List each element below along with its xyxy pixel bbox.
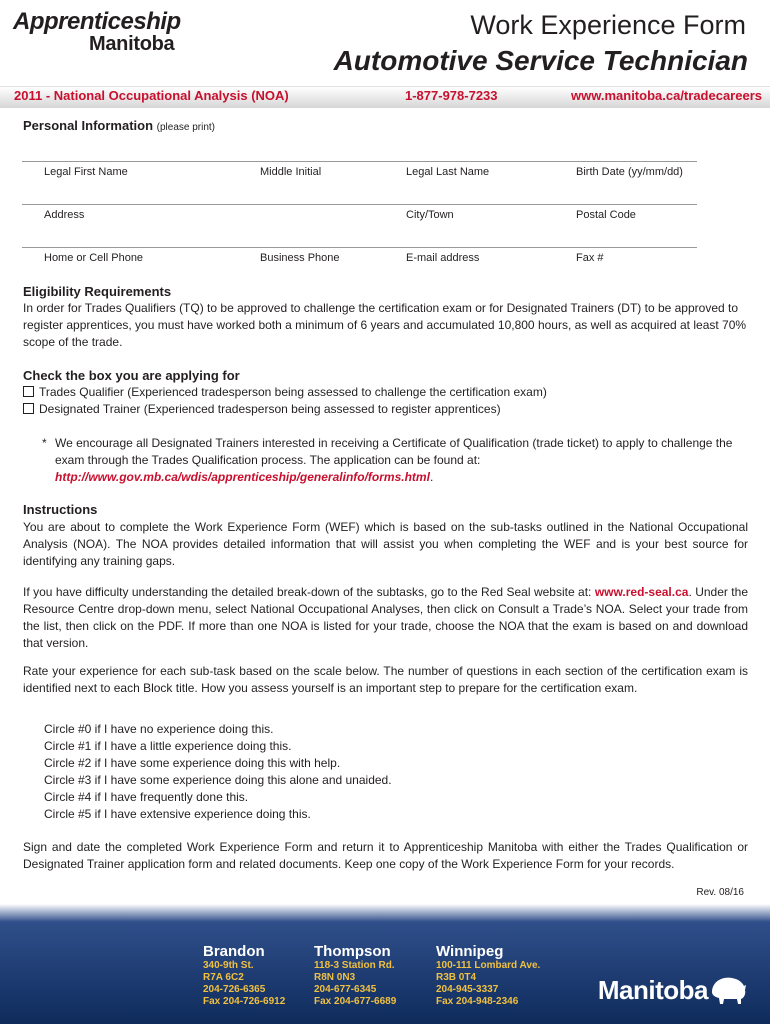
instructions-heading: Instructions (23, 502, 98, 517)
logo-manitoba: Manitoba (89, 33, 175, 55)
city-town-label: City/Town (406, 209, 454, 221)
scale-item-5: Circle #5 if I have extensive experience doing this. (44, 807, 311, 821)
field-line-row1[interactable] (22, 161, 697, 162)
business-phone-label: Business Phone (260, 252, 340, 264)
scale-item-2: Circle #2 if I have some experience doing this with help. (44, 756, 341, 770)
office-thompson-street: 118-3 Station Rd. (314, 960, 395, 971)
instructions-paragraph-1: You are about to complete the Work Experience Form (WEF) which is based on the sub-tasks outlined in the National Occupational Analysis (NOA). The NOA provides detailed information that will assist you when completing the WEF and is your best source for identifying any training gaps. (23, 520, 748, 568)
office-winnipeg-postal: R3B 0T4 (436, 972, 477, 983)
postal-code-label: Postal Code (576, 209, 636, 221)
manitoba-footer-logo: Manitoba (597, 975, 708, 1005)
trades-qualifier-label: Trades Qualifier (Experienced tradesperson being assessed to challenge the certification exam) (39, 385, 547, 399)
phone-number: 1-877-978-7233 (405, 88, 498, 103)
office-thompson-fax: Fax 204-677-6689 (314, 996, 397, 1007)
office-thompson-phone: 204-677-6345 (314, 984, 377, 995)
please-print-note: (please print) (156, 122, 216, 133)
personal-info-heading (23, 118, 215, 133)
revision-label: Rev. 08/16 (696, 887, 744, 898)
office-thompson-name: Thompson (314, 943, 391, 960)
field-line-row2[interactable] (22, 204, 697, 205)
personal-info-title: Personal Information (23, 118, 154, 133)
option-trades-qualifier[interactable] (23, 384, 547, 401)
form-subtitle: Automotive Service Technician (333, 45, 748, 76)
office-brandon-phone: 204-726-6365 (203, 984, 266, 995)
office-brandon-street: 340-9th St. (203, 960, 254, 971)
designated-trainer-checkbox[interactable] (23, 403, 34, 414)
noa-label: 2011 - National Occupational Analysis (NOA) (14, 88, 289, 103)
home-cell-phone-label: Home or Cell Phone (44, 252, 144, 264)
instructions-paragraph-2 (23, 584, 748, 652)
legal-first-name-label: Legal First Name (44, 166, 128, 178)
form-title: Work Experience Form (470, 10, 746, 40)
birth-date-label: Birth Date (yy/mm/dd) (576, 166, 683, 178)
check-box-heading: Check the box you are applying for (23, 368, 240, 383)
office-thompson-postal: R8N 0N3 (314, 972, 356, 983)
scale-item-4: Circle #4 if I have frequently done this. (44, 790, 249, 804)
office-brandon-name: Brandon (203, 943, 265, 960)
office-winnipeg (436, 943, 540, 1008)
p2-text-b: . Under the Resource Centre drop-down menu, select National Occupational Analyses, then click on Consult a Trade’s NOA. Select your trade from the list, then click on the PDF. If more than one NOA is listed for your trade, choose the NOA that the exam is based on and download that version. (23, 585, 748, 650)
scale-item-3: Circle #3 if I have some experience doing this alone and unaided. (44, 773, 392, 787)
scale-item-1: Circle #1 if I have a little experience doing this. (44, 739, 292, 753)
forms-link[interactable]: http://www.gov.mb.ca/wdis/apprenticeship/generalinfo/forms.html (55, 470, 430, 484)
scale-item-0: Circle #0 if I have no experience doing this. (44, 722, 274, 736)
eligibility-heading: Eligibility Requirements (23, 284, 172, 299)
option-designated-trainer[interactable] (23, 401, 501, 418)
bison-icon (708, 972, 748, 1006)
office-brandon-postal: R7A 6C2 (203, 972, 244, 983)
office-winnipeg-name: Winnipeg (436, 943, 504, 960)
instructions-paragraph-3: Rate your experience for each sub-task based on the scale below. The number of questions in each section of the certification exam is identified next to each Block title. How you assess yourself is an important step to prepare for the certification exam. (23, 664, 748, 695)
trades-qualifier-checkbox[interactable] (23, 386, 34, 397)
p2-text-a: If you have difficulty understanding the detailed break-down of the subtasks, go to the Red Seal website at: (23, 585, 595, 599)
address-label: Address (44, 209, 85, 221)
instructions-paragraph-4: Sign and date the completed Work Experience Form and return it to Apprenticeship Manitoba with either the Trades Qualification or Designated Trainer application form and related documents. Keep one copy of the Work Experience Form for your records. (23, 840, 748, 871)
middle-initial-label: Middle Initial (260, 166, 322, 178)
fax-label: Fax # (576, 252, 604, 264)
logo-apprenticeship: Apprenticeship (13, 8, 181, 35)
office-winnipeg-street: 100-111 Lombard Ave. (436, 960, 541, 971)
designated-trainer-label: Designated Trainer (Experienced tradesperson being assessed to register apprentices) (39, 402, 501, 416)
red-seal-link[interactable]: www.red-seal.ca (594, 585, 689, 599)
office-winnipeg-fax: Fax 204-948-2346 (436, 996, 519, 1007)
website-link[interactable]: www.manitoba.ca/tradecareers (571, 88, 762, 103)
office-brandon (203, 943, 285, 1008)
office-winnipeg-phone: 204-945-3337 (436, 984, 499, 995)
office-thompson (314, 943, 396, 1008)
email-address-label: E-mail address (406, 252, 480, 264)
note-asterisk: * (42, 436, 47, 450)
office-brandon-fax: Fax 204-726-6912 (203, 996, 286, 1007)
eligibility-text: In order for Trades Qualifiers (TQ) to be approved to challenge the certification exam or for Designated Trainers (DT) to be approved to register apprentices, you must have worked both a minimum of 6 years and accumulated 10,800 hours, as well as acquired at least 70% scope of the trade. (23, 301, 747, 349)
designated-trainer-note (55, 435, 750, 486)
field-line-row3[interactable] (22, 247, 697, 248)
note-period: . (429, 470, 434, 484)
note-text: We encourage all Designated Trainers interested in receiving a Certificate of Qualification (trade ticket) to apply to challenge the exam through the Trades Qualification process. The application can be found at: (55, 436, 733, 467)
legal-last-name-label: Legal Last Name (406, 166, 490, 178)
